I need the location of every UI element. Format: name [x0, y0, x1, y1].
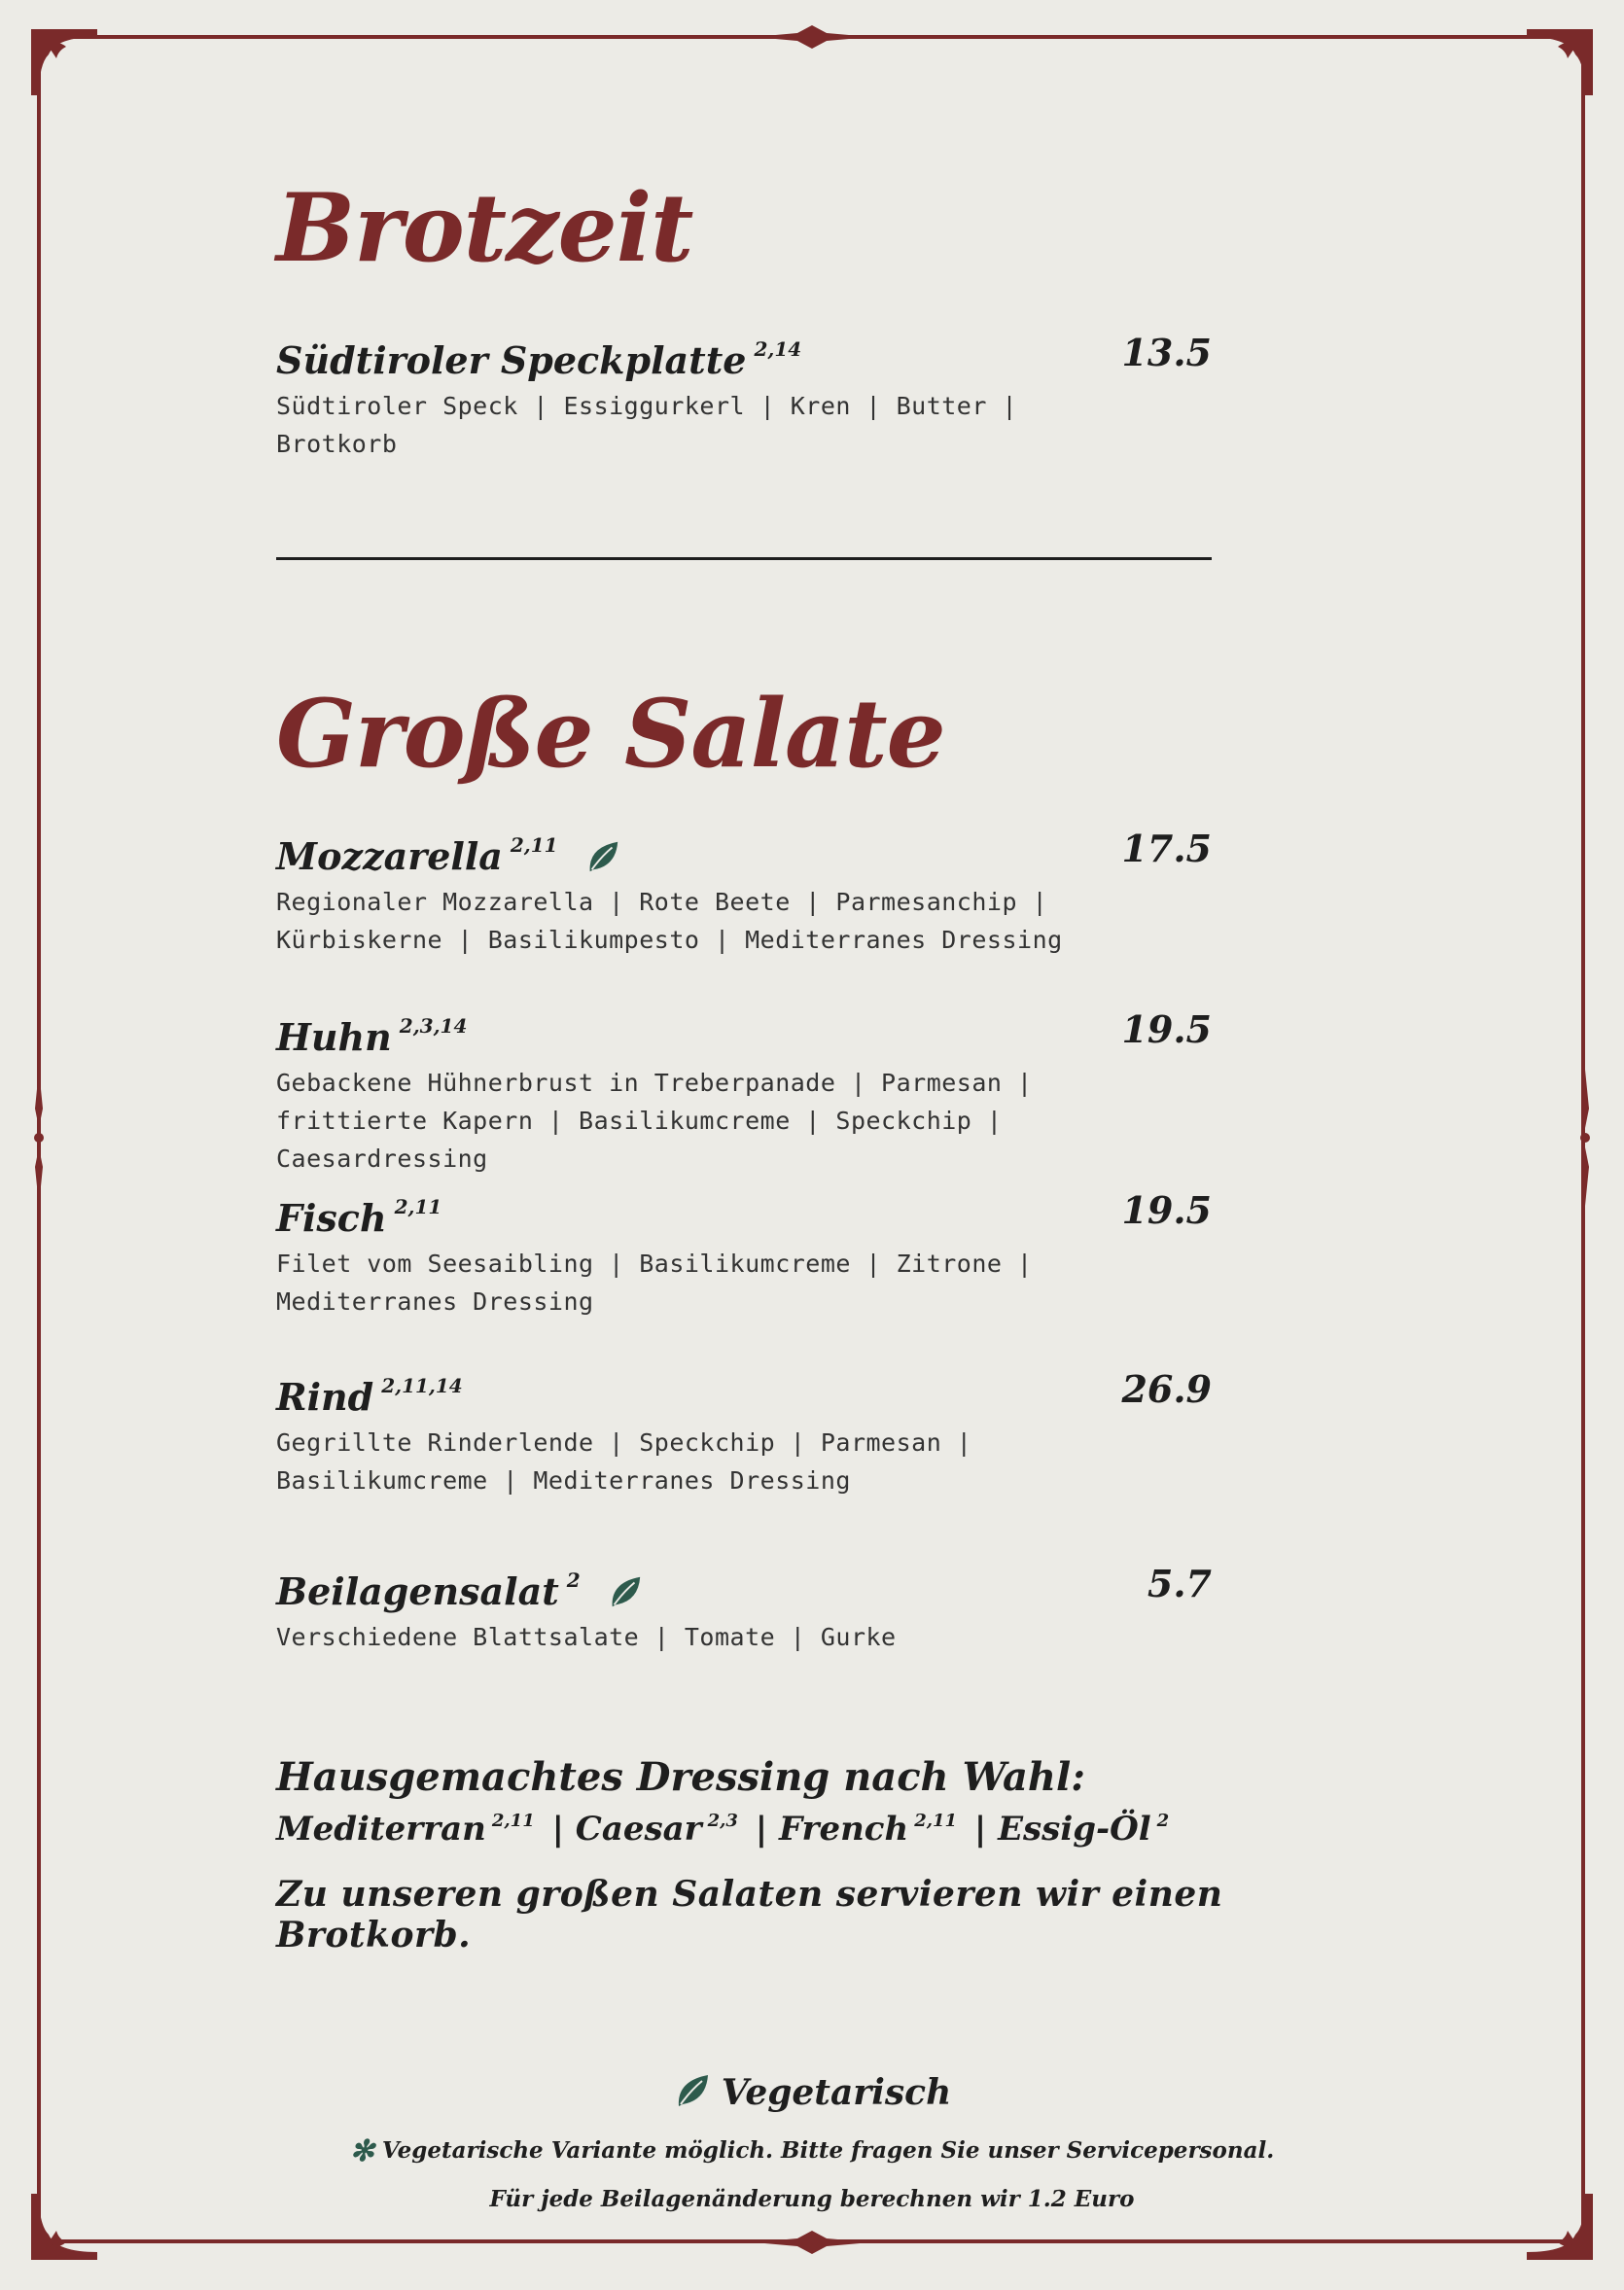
side-ornament-icon — [27, 1070, 51, 1206]
bottom-ornament-icon — [754, 2231, 870, 2254]
item-description: Gebackene Hühnerbrust in Treberpanade | Parmesan | frittierte Kapern | Basilikumcreme | Speckchip | Caesardressing — [276, 1069, 1033, 1173]
asterisk-icon: ✻ — [349, 2134, 374, 2168]
dressing-option: Caesar — [575, 1810, 702, 1849]
dressing-options: Mediterran $^{2,11}$ | Caesar $^{2,3}$ | French $^{2,11}$ | Essig-Öl $^2$ — [276, 1810, 1170, 1849]
item-name: Fisch — [276, 1196, 387, 1240]
side-change-note: Für jede Beilagenänderung berechnen wir 1.2 Euro — [489, 2186, 1135, 2212]
item-name: Südtiroler Speckplatte — [276, 338, 747, 382]
item-description: Filet vom Seesaibling | Basilikumcreme | Zitrone | Mediterranes Dressing — [276, 1250, 1033, 1316]
item-description: Gegrillte Rinderlende | Speckchip | Parmesan | Basilikumcreme | Mediterranes Dressing — [276, 1428, 972, 1495]
menu-item — [276, 1184, 1212, 1321]
item-price: 26.9 — [1121, 1367, 1212, 1411]
item-name: Rind — [276, 1375, 374, 1419]
allergen-codes: 2,3,14 — [399, 1014, 468, 1038]
item-price: 5.7 — [1147, 1562, 1212, 1605]
legend-variant-note: ✻ Vegetarische Variante möglich. Bitte fragen Sie unser Servicepersonal. — [349, 2134, 1275, 2168]
item-name: Mozzarella — [276, 834, 503, 878]
dressing-option: Essig-Öl — [998, 1810, 1151, 1849]
legend-vegetarian: Vegetarisch — [0, 2071, 1624, 2113]
item-description: Südtiroler Speck | Essiggurkerl | Kren | Butter | Brotkorb — [276, 392, 1018, 458]
bread-basket-note: Zu unseren großen Salaten servieren wir einen Brotkorb. — [276, 1874, 1223, 1955]
allergen-codes: 2,11,14 — [381, 1374, 463, 1397]
item-price: 19.5 — [1121, 1007, 1212, 1051]
item-description: Verschiedene Blattsalate | Tomate | Gurke — [276, 1623, 897, 1651]
menu-item — [276, 1558, 1212, 1656]
menu-item — [276, 1363, 1212, 1499]
menu-item — [276, 327, 1212, 463]
corner-ornament-icon — [1523, 25, 1597, 99]
item-price: 19.5 — [1121, 1188, 1212, 1232]
dressing-section — [276, 1754, 1346, 1955]
item-description: Regionaler Mozzarella | Rote Beete | Parmesanchip | Kürbiskerne | Basilikumpesto | Mediterranes Dressing — [276, 888, 1063, 954]
allergen-codes: 2,14 — [754, 337, 802, 361]
item-price: 17.5 — [1121, 827, 1212, 870]
item-price: 13.5 — [1121, 331, 1212, 374]
side-ornament-icon — [1573, 1070, 1597, 1206]
menu-item — [276, 1004, 1212, 1178]
allergen-codes: 2,11 — [394, 1195, 442, 1218]
dressing-option: French — [778, 1810, 909, 1849]
menu-item — [276, 823, 1212, 959]
item-name: Beilagensalat — [276, 1569, 559, 1613]
dressing-option: Mediterran — [276, 1810, 486, 1849]
allergen-codes: 2 — [566, 1568, 581, 1592]
vegetarian-leaf-icon — [673, 2071, 712, 2110]
corner-ornament-icon — [27, 25, 101, 99]
vegetarian-leaf-icon — [584, 838, 621, 875]
section-title-salate: Große Salate — [276, 679, 945, 789]
vegetarian-leaf-icon — [607, 1573, 644, 1610]
top-ornament-icon — [754, 25, 870, 49]
item-name: Huhn — [276, 1015, 392, 1059]
dressing-title: Hausgemachtes Dressing nach Wahl: — [276, 1754, 1085, 1800]
section-title-brotzeit: Brotzeit — [276, 173, 693, 283]
section-divider — [276, 557, 1212, 560]
allergen-codes: 2,11 — [510, 833, 558, 857]
